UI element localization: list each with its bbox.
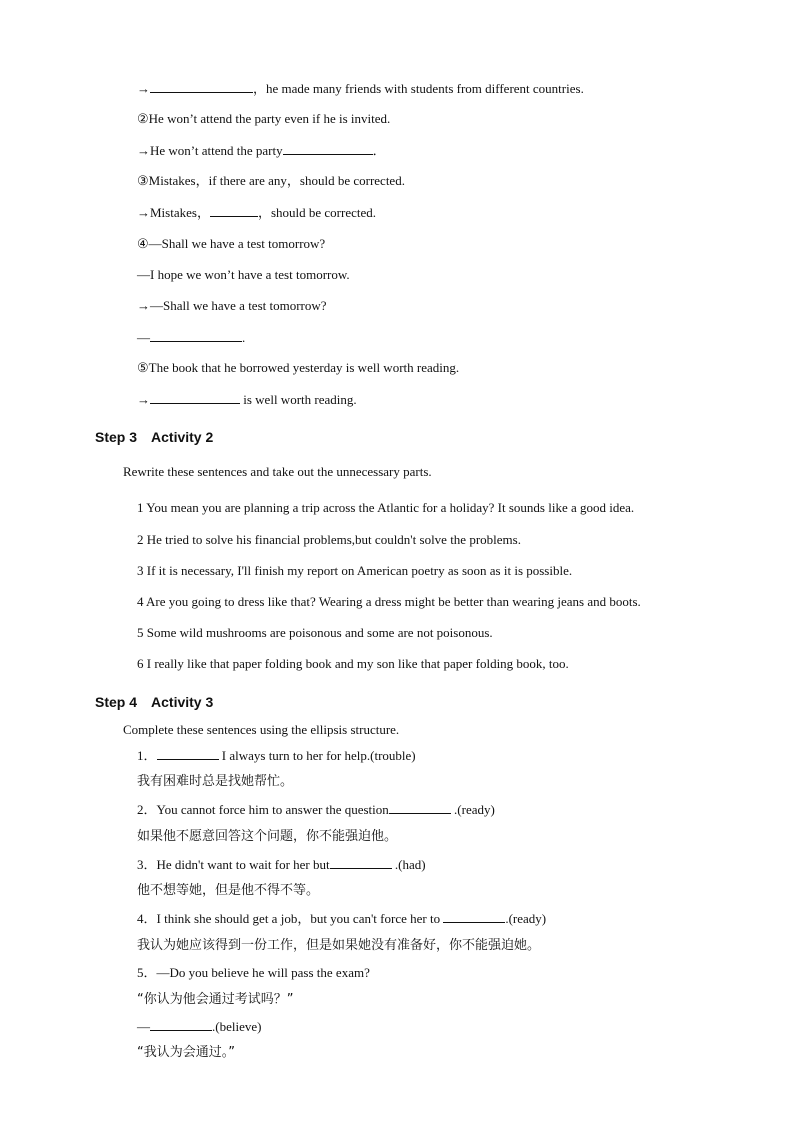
question-suffix: .(believe) — [212, 1019, 262, 1034]
line-prefix: →Mistakes， — [137, 205, 210, 220]
step4-question-4 — [137, 910, 546, 927]
line-prefix: →He won’t attend the party — [137, 143, 283, 158]
example-4-reply: —I hope we won’t have a test tomorrow. — [137, 267, 350, 282]
question-prefix: 4．I think she should get a job，but you can't force her to — [137, 911, 444, 926]
step-title: Step 4 — [95, 694, 138, 710]
step4-question-3 — [137, 856, 426, 873]
step4-question-5: 5．—Do you believe he will pass the exam? — [137, 965, 370, 980]
answer-blank[interactable] — [210, 204, 258, 217]
line-prefix: → — [137, 392, 150, 407]
step3-item-6: 6 I really like that paper folding book and my son like that paper folding book, too. — [137, 656, 569, 671]
step3-item-4: 4 Are you going to dress like that? Wearing a dress might be better than wearing jeans and boots. — [137, 594, 641, 609]
question-prefix: — — [137, 1019, 150, 1034]
question-suffix: .(ready) — [450, 802, 495, 817]
answer-blank[interactable] — [443, 910, 505, 923]
rewrite-line-1 — [137, 80, 584, 97]
activity-title: Activity 2 — [151, 429, 214, 445]
answer-blank[interactable] — [283, 142, 373, 155]
step-title: Step 3 — [95, 429, 138, 445]
question-suffix: I always turn to her for help.(trouble) — [218, 748, 416, 763]
question-prefix: 3．He didn't want to wait for her but — [137, 857, 330, 872]
answer-blank[interactable] — [389, 801, 451, 814]
step3-item-5: 5 Some wild mushrooms are poisonous and some are not poisonous. — [137, 625, 493, 640]
question-suffix: .(had) — [391, 857, 426, 872]
answer-blank[interactable] — [150, 1018, 212, 1031]
step3-heading — [95, 428, 213, 446]
step4-question-3-translation: 他不想等她，但是他不得不等。 — [137, 883, 320, 898]
line-suffix: ，should be corrected. — [257, 205, 376, 220]
question-prefix: 2．You cannot force him to answer the question — [137, 802, 389, 817]
rewrite-line-4-answer — [137, 329, 245, 346]
question-prefix: 1． — [137, 748, 157, 763]
step3-item-1: 1 You mean you are planning a trip across the Atlantic for a holiday? It sounds like a good idea. — [137, 500, 635, 515]
step4-question-2 — [137, 801, 495, 818]
answer-blank[interactable] — [150, 80, 253, 93]
rewrite-line-5 — [137, 391, 357, 408]
step3-item-2: 2 He tried to solve his financial problems,but couldn't solve the problems. — [137, 532, 521, 547]
step4-question-5-answer-translation: “我认为会通过。” — [137, 1045, 235, 1060]
step4-question-5-answer — [137, 1018, 261, 1035]
line-suffix: . — [242, 330, 246, 345]
step4-question-4-translation: 我认为她应该得到一份工作，但是如果她没有准备好，你不能强迫她。 — [137, 938, 541, 953]
answer-blank[interactable] — [150, 391, 240, 404]
answer-blank[interactable] — [330, 856, 392, 869]
step4-heading — [95, 693, 213, 711]
example-3: ③Mistakes，if there are any，should be corrected. — [137, 173, 405, 188]
step4-question-5-translation: “你认为他会通过考试吗？” — [137, 992, 294, 1007]
step3-item-3: 3 If it is necessary, I'll finish my report on American poetry as soon as it is possible. — [137, 563, 573, 578]
line-prefix: — — [137, 330, 150, 345]
line-suffix: is well worth reading. — [240, 392, 357, 407]
example-2: ②He won’t attend the party even if he is invited. — [137, 111, 391, 126]
rewrite-line-3 — [137, 204, 376, 221]
example-4: ④—Shall we have a test tomorrow? — [137, 236, 326, 251]
answer-blank[interactable] — [157, 747, 219, 760]
step4-question-2-translation: 如果他不愿意回答这个问题，你不能强迫他。 — [137, 829, 398, 844]
line-prefix: → — [137, 81, 150, 96]
step4-question-1-translation: 我有困难时总是找她帮忙。 — [137, 774, 294, 789]
line-suffix: ，he made many friends with students from different countries. — [253, 81, 584, 96]
rewrite-line-2 — [137, 142, 386, 159]
line-suffix: ． — [372, 143, 386, 158]
rewrite-line-4-question: →—Shall we have a test tomorrow? — [137, 298, 327, 313]
answer-blank[interactable] — [150, 329, 242, 342]
step3-instruction: Rewrite these sentences and take out the unnecessary parts. — [123, 464, 432, 479]
step4-instruction: Complete these sentences using the ellipsis structure. — [123, 722, 400, 737]
example-5: ⑤The book that he borrowed yesterday is well worth reading. — [137, 360, 460, 375]
activity-title: Activity 3 — [151, 694, 214, 710]
question-suffix: .(ready) — [505, 911, 547, 926]
step4-question-1 — [137, 747, 416, 764]
